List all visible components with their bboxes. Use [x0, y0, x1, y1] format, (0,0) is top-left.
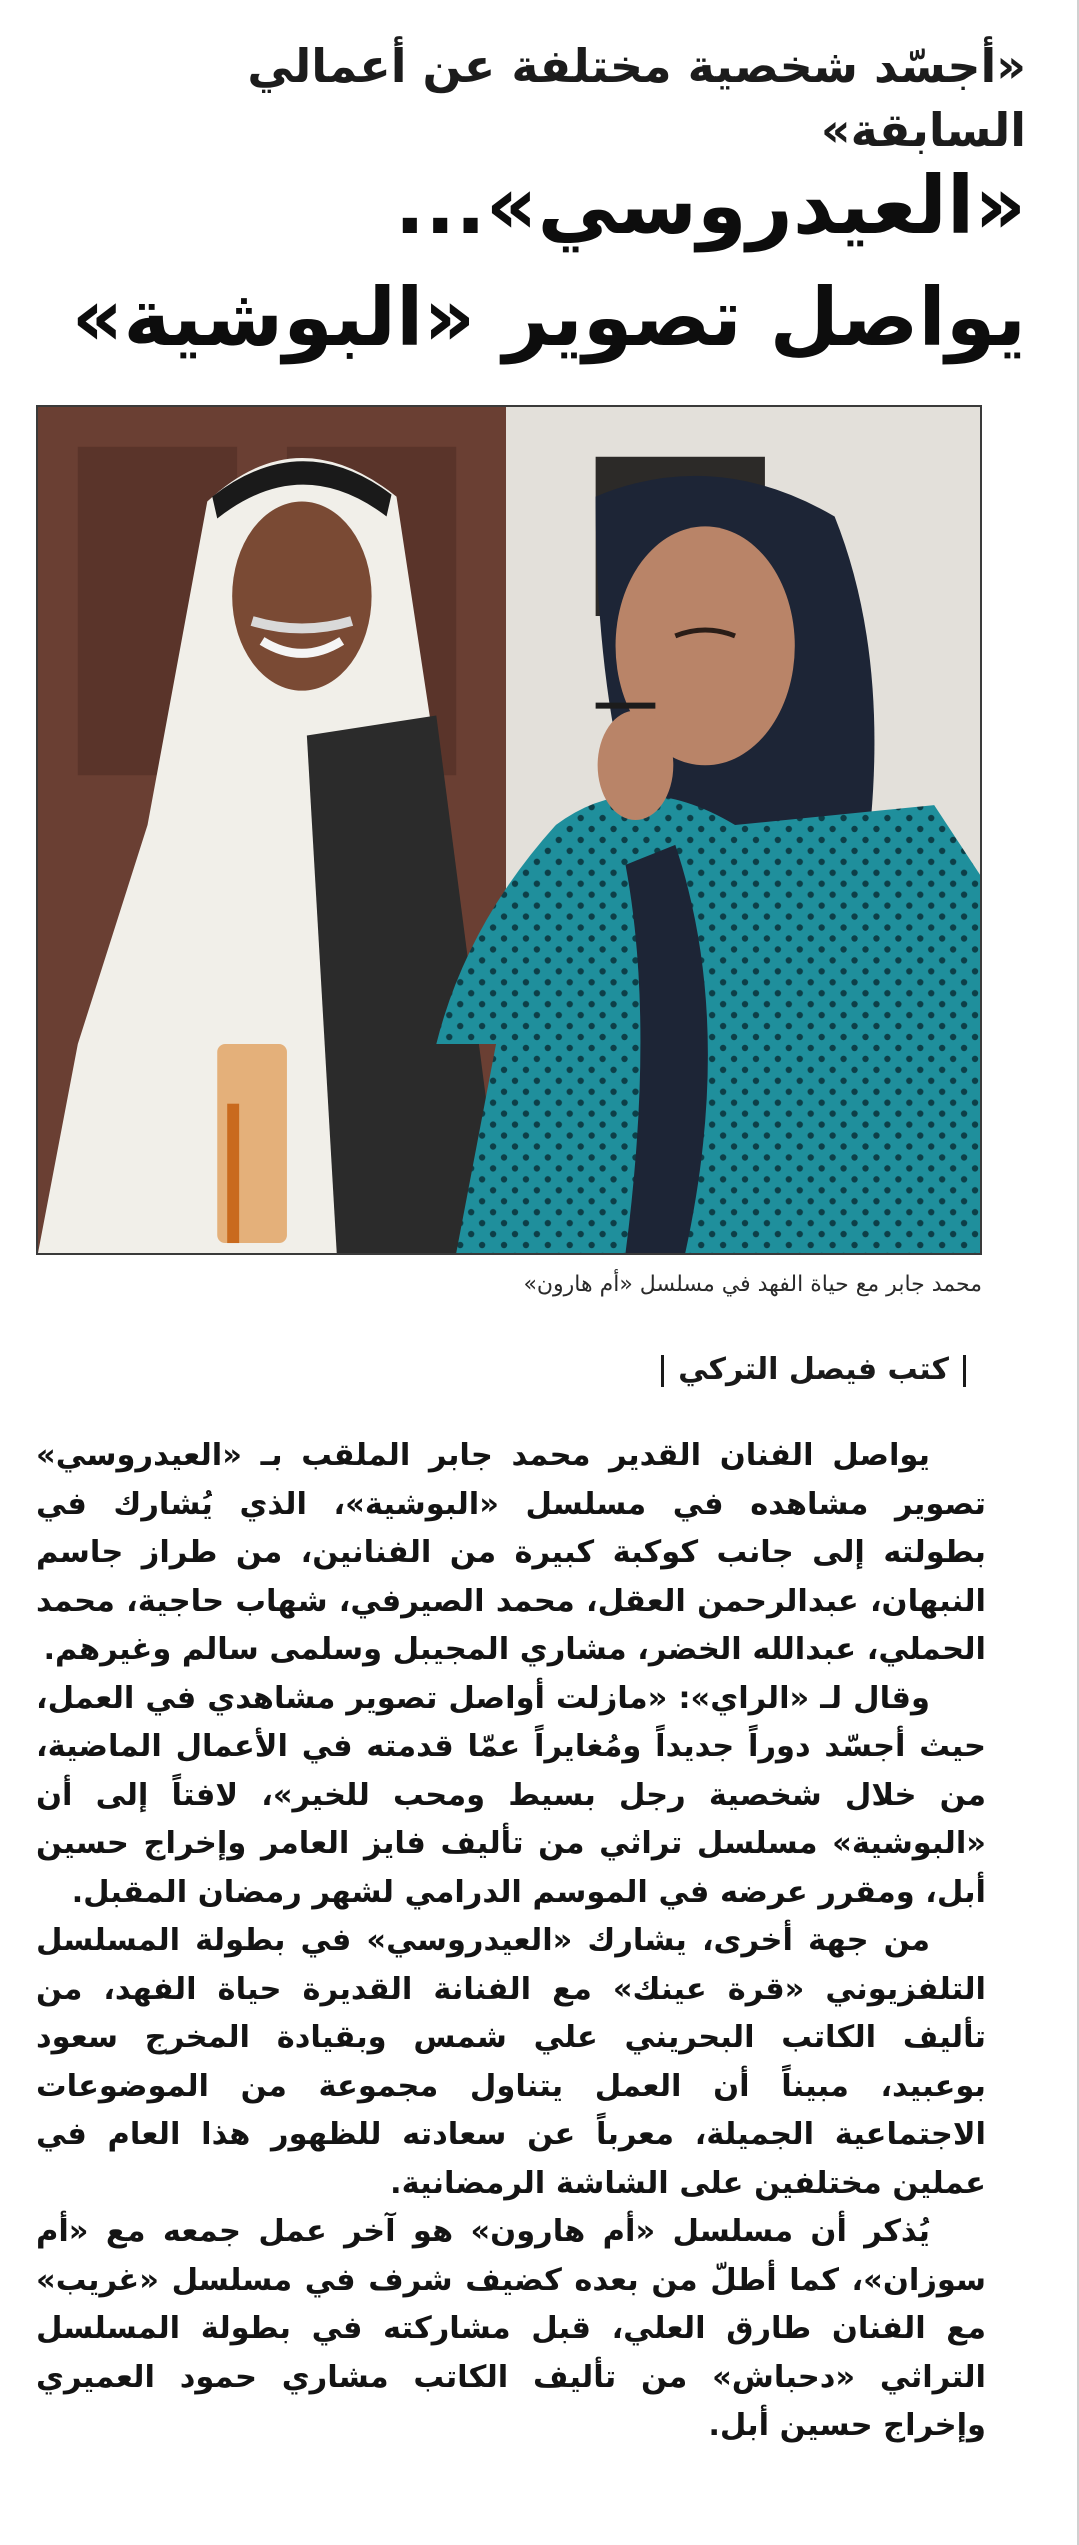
byline-bar: [963, 1355, 966, 1387]
byline-text: كتب فيصل التركي: [678, 1352, 949, 1387]
paragraph-4: يُذكر أن مسلسل «أم هارون» هو آخر عمل جمعه مع «أم سوزان»، كما أطلّ من بعده كضيف شرف في مسلسل «غريب» مع الفنان طارق العلي، قبل مشاركته في بطولة المسلسل التراثي «دحباش» من تأليف الكاتب مشاري حمود العميري وإخراج حسين أبل.: [36, 2214, 986, 2443]
photo-caption: محمد جابر مع حياة الفهد في مسلسل «أم هارون»: [523, 1272, 982, 1297]
article-byline: [36, 1348, 980, 1392]
headline-line-2: يواصل تصوير «البوشية»: [71, 271, 1026, 364]
man-face: [232, 502, 371, 691]
headline-line-1: «العيدروسي»...: [394, 159, 1026, 252]
article-kicker: «أجسّد شخصية مختلفة عن أعمالي السابقة»: [247, 39, 1026, 157]
article-headline: [36, 150, 1026, 374]
woman-hand: [598, 711, 674, 820]
article-photo: [36, 405, 982, 1255]
photo-illustration: [38, 407, 980, 1253]
paragraph-1: يواصل الفنان القدير محمد جابر الملقب بـ «العيدروسي» تصوير مشاهده في مسلسل «البوشية»، الذي يُشارك في بطولته إلى جانب كوكبة كبيرة من الفنانين، من طراز جاسم النبهان، عبدالرحمن العقل، محمد الصيرفي، شهاب حاجية، محمد الحملي، عبدالله الخضر، مشاري المجيبل وسلمى سالم وغيرهم.: [36, 1438, 986, 1667]
paragraph-2: وقال لـ «الراي»: «مازلت أواصل تصوير مشاهدي في العمل، حيث أجسّد دوراً جديداً ومُغايراً عمّا قدمته في الأعمال الماضية، من خلال شخصية رجل بسيط ومحب للخير»، لافتاً إلى أن «البوشية» مسلسل تراثي من تأليف فايز العامر وإخراج حسين أبل، ومقرر عرضه في الموسم الدرامي لشهر رمضان المقبل.: [36, 1680, 986, 1910]
byline-bar-end: [661, 1355, 664, 1387]
article-body: [36, 1432, 986, 2451]
paragraph-3: من جهة أخرى، يشارك «العيدروسي» في بطولة المسلسل التلفزيوني «قرة عينك» مع الفنانة القديرة حياة الفهد، من تأليف الكاتب البحريني علي شمس وبقيادة المخرج سعود بوعبيد، مبيناً أن العمل يتناول مجموعة من الموضوعات الاجتماعية الجميلة، معرباً عن سعادته للظهور هذا العام في عملين مختلفين على الشاشة الرمضانية.: [36, 1923, 986, 2201]
